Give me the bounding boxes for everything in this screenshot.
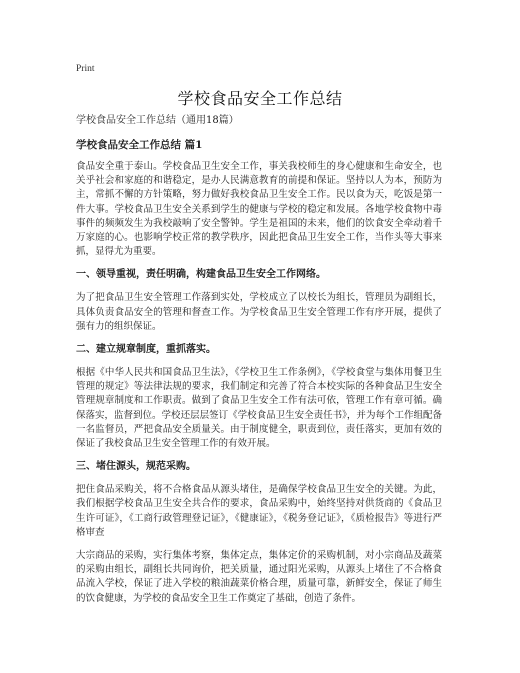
section-3-paragraph-1: 把住食品采购关，将不合格食品从源头堵住，是确保学校食品卫生安全的关键。为此，我们根据学校食品卫生安全共合作的要求，食品采购中，始终坚持对供货商的《食品卫生许可证》，《工商行政管理登记证》，《健康证》，《税务登记证》，《质检报告》等进行严格审查	[76, 484, 442, 538]
section-2-paragraph-1: 根据《中华人民共和国食品卫生法》，《学校卫生工作条例》，《学校食堂与集体用餐卫生管理的规定》等法律法规的要求，我们制定和完善了符合本校实际的各种食品卫生安全管理规章制度和工作职责。做到了食品卫生安全工作有法可依，管理工作有章可循。确保落实，监督到位。学校还层层签订《学校食品卫生安全责任书》，并为每个工作组配备一名监督员，严把食品安全质量关。由于制度健全，职责到位，责任落实，更加有效的保证了我校食品卫生安全管理工作的有效开展。	[76, 367, 442, 450]
section-3-paragraph-2: 大宗商品的采购，实行集体考察，集体定点，集体定价的采购机制，对小宗商品及蔬菜的采购由组长，副组长共同询价，把关质量，通过阳光采购，从源头上堵住了不合格食品流入学校，保证了进入学校的粮油蔬菜价格合理，质量可靠，新鲜安全，保证了师生的饮食健康，为学校的食品安全卫生工作奠定了基础，创造了条件。	[76, 550, 442, 604]
section-heading-1: 一、领导重视，责任明确，构建食品卫生安全工作网络。	[76, 269, 326, 281]
intro-paragraph: 食品安全重于泰山。学校食品卫生安全工作，事关我校师生的身心健康和生命安全，也关乎社会和家庭的和谐稳定，是办人民满意教育的前提和保证。坚持以人为本，预防为主，常抓不懈的方针策略，努力做好我校食品卫生安全工作。民以食为天，吃饭是第一件大事。学校食品卫生安全关系到学生的健康与学校的稳定和发展。各地学校食物中毒事件的频频发生为我校敲响了安全警钟。学生是祖国的未来，他们的饮食安全牵动着千万家庭的心。也影响学校正常的教学秩序，因此把食品卫生安全工作，当作头等大事来抓，显得尤为重要。	[76, 161, 442, 258]
article-body	[76, 114, 442, 615]
section-heading-2: 二、建立规章制度，重抓落实。	[76, 344, 216, 356]
document-subtitle: 学校食品安全工作总结（通用18篇）	[76, 115, 239, 126]
section-heading-3: 三、堵住源头，规范采购。	[76, 461, 196, 473]
document-title: 学校食品安全工作总结	[177, 89, 343, 108]
article-heading: 学校食品安全工作总结 篇1	[76, 139, 203, 151]
section-1-paragraph-1: 为了把食品卫生安全管理工作落到实处，学校成立了以校长为组长，管理员为副组长，具体负责食品安全的管理和督查工作。为学校食品卫生安全管理工作有序开展，提供了强有力的组织保证。	[76, 292, 442, 332]
print-link[interactable]: Print	[76, 64, 95, 74]
